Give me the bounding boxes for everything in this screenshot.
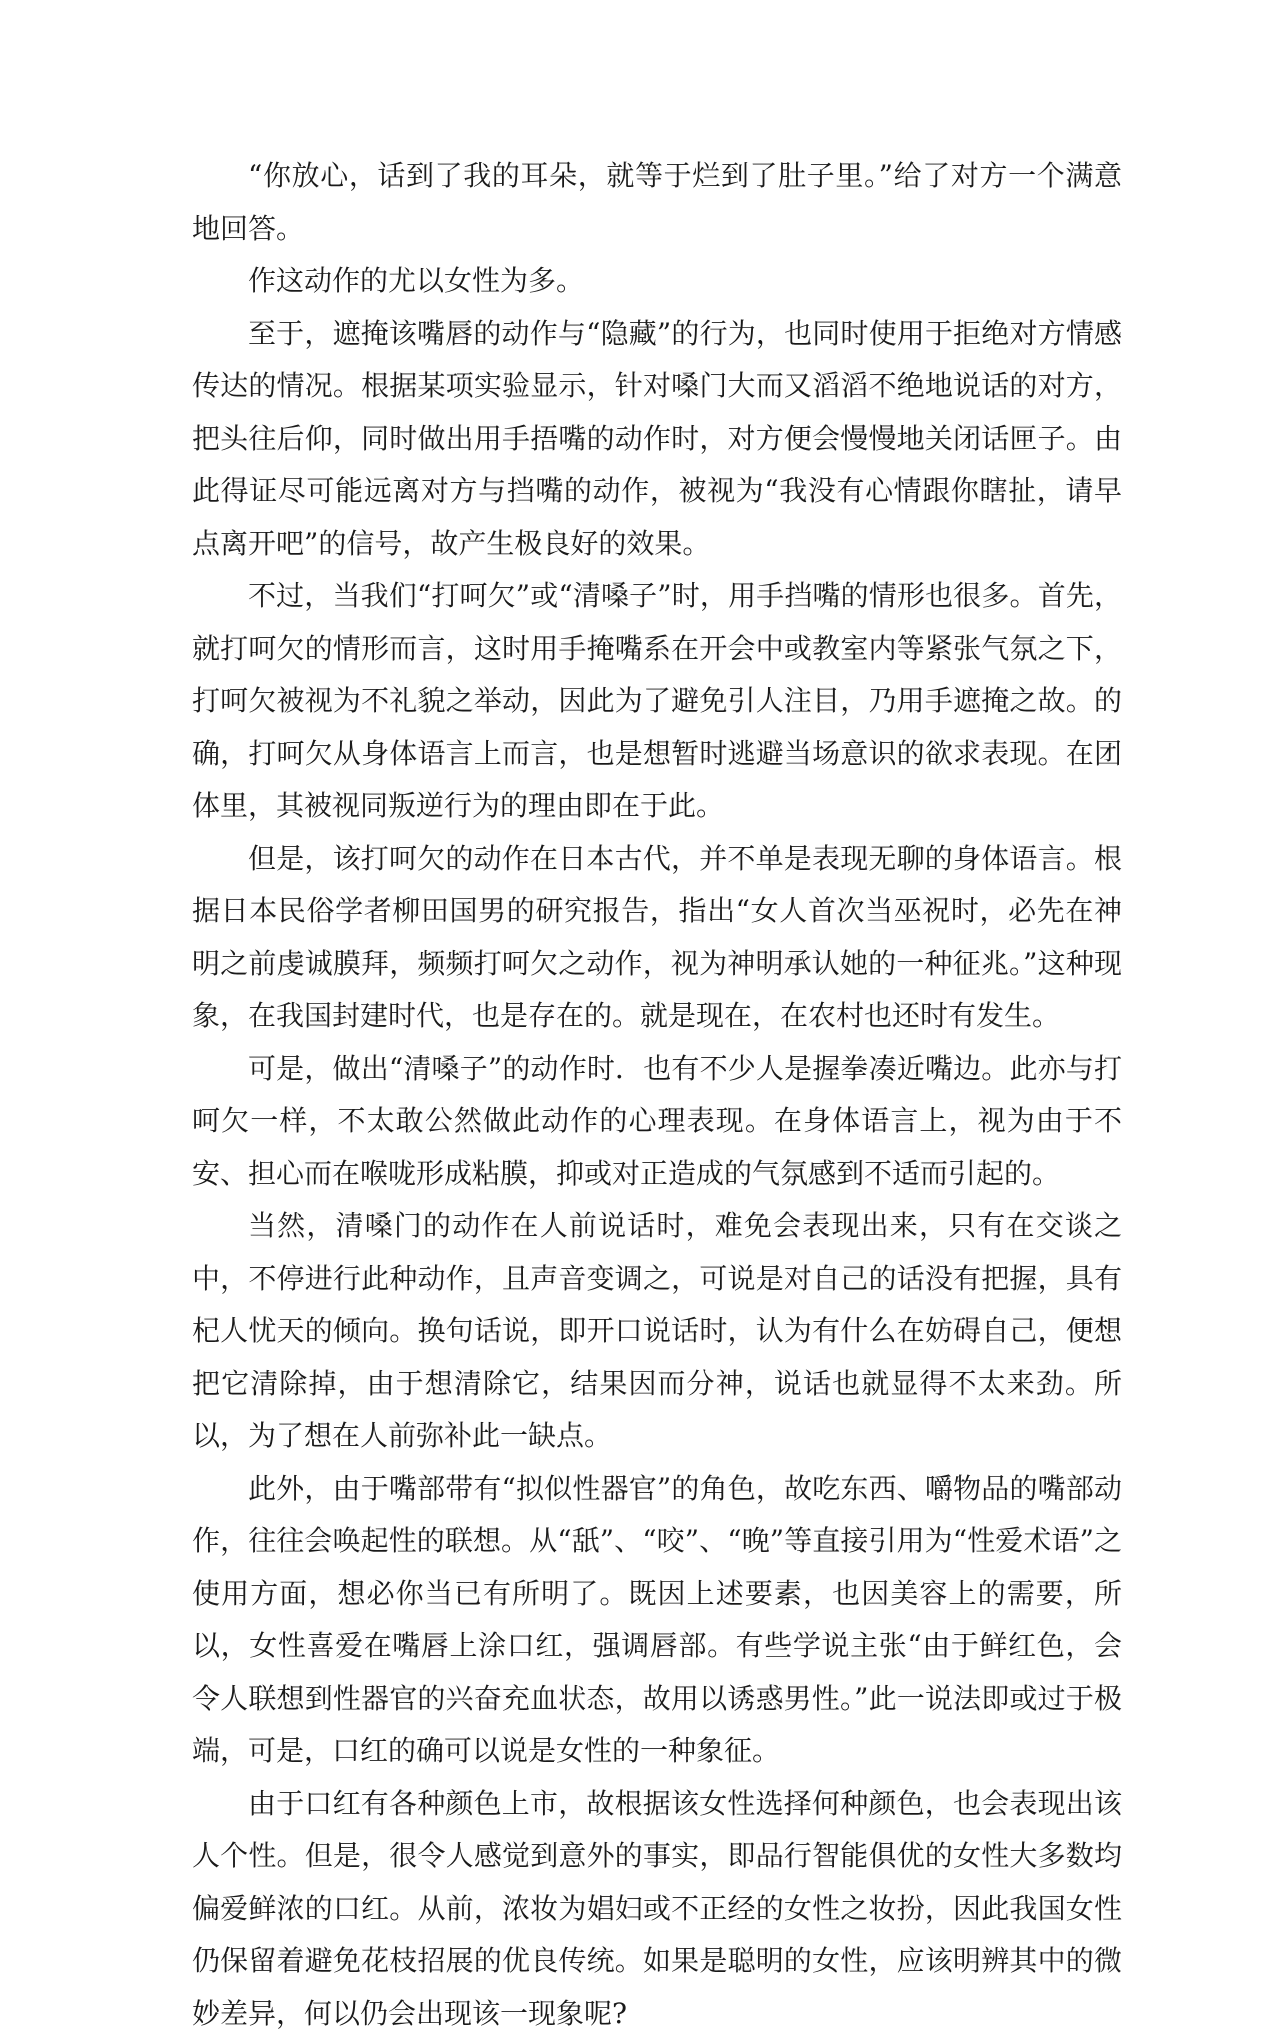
paragraph-2: 作这动作的尤以女性为多。	[192, 255, 1122, 308]
paragraph-6: 可是，做出“清嗓子”的动作时．也有不少人是握拳凑近嘴边。此亦与打呵欠一样，不太敢公然做此动作的心理表现。在身体语言上，视为由于不安、担心而在喉咙形成粘膜，抑或对正造成的气氛感到不适而引起的。	[192, 1043, 1122, 1201]
paragraph-9: 由于口红有各种颜色上市，故根据该女性选择何种颜色，也会表现出该人个性。但是，很令人感觉到意外的事实，即品行智能俱优的女性大多数均偏爱鲜浓的口红。从前，浓妆为娼妇或不正经的女性之妆扮，因此我国女性仍保留着避免花枝招展的优良传统。如果是聪明的女性，应该明辨其中的微妙差异，何以仍会出现该一现象呢?	[192, 1778, 1122, 2040]
paragraph-3: 至于，遮掩该嘴唇的动作与“隐藏”的行为，也同时使用于拒绝对方情感传达的情况。根据某项实验显示，针对嗓门大而又滔滔不绝地说话的对方，把头往后仰，同时做出用手捂嘴的动作时，对方便会慢慢地关闭话匣子。由此得证尽可能远离对方与挡嘴的动作，被视为“我没有心情跟你瞎扯，请早点离开吧”的信号，故产生极良好的效果。	[192, 308, 1122, 571]
paragraph-4: 不过，当我们“打呵欠”或“清嗓子”时，用手挡嘴的情形也很多。首先，就打呵欠的情形而言，这时用手掩嘴系在开会中或教室内等紧张气氛之下，打呵欠被视为不礼貌之举动，因此为了避免引人注目，乃用手遮掩之故。的确，打呵欠从身体语言上而言，也是想暂时逃避当场意识的欲求表现。在团体里，其被视同叛逆行为的理由即在于此。	[192, 570, 1122, 833]
paragraph-7: 当然，清嗓门的动作在人前说话时，难免会表现出来，只有在交谈之中，不停进行此种动作，且声音变调之，可说是对自己的话没有把握，具有杞人忧天的倾向。换句话说，即开口说话时，认为有什么在妨碍自己，便想把它清除掉，由于想清除它，结果因而分神，说话也就显得不太来劲。所以，为了想在人前弥补此一缺点。	[192, 1200, 1122, 1463]
paragraph-8: 此外，由于嘴部带有“拟似性器官”的角色，故吃东西、嚼物品的嘴部动作，往往会唤起性的联想。从“舐”、“咬”、“晚”等直接引用为“性爱术语”之使用方面，想必你当已有所明了。既因上述要素，也因美容上的需要，所以，女性喜爱在嘴唇上涂口红，强调唇部。有些学说主张“由于鲜红色，会令人联想到性器官的兴奋充血状态，故用以诱惑男性。”此一说法即或过于极端，可是，口红的确可以说是女性的一种象征。	[192, 1463, 1122, 1778]
paragraph-5: 但是，该打呵欠的动作在日本古代，并不单是表现无聊的身体语言。根据日本民俗学者柳田国男的研究报告，指出“女人首次当巫祝时，必先在神明之前虔诚膜拜，频频打呵欠之动作，视为神明承认她的一种征兆。”这种现象，在我国封建时代，也是存在的。就是现在，在农村也还时有发生。	[192, 833, 1122, 1043]
document-page	[192, 150, 1122, 2040]
paragraph-1: “你放心，话到了我的耳朵，就等于烂到了肚子里。”给了对方一个满意地回答。	[192, 150, 1122, 255]
